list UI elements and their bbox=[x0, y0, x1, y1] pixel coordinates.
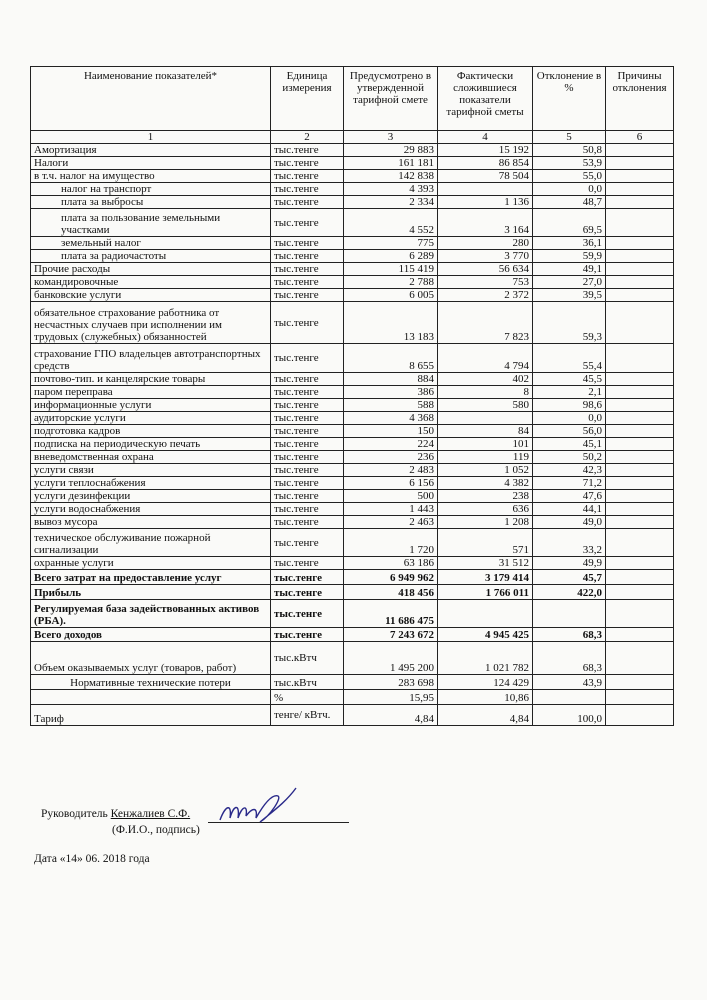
row-fact: 31 512 bbox=[438, 557, 533, 570]
table-row bbox=[31, 157, 674, 170]
row-name: Объем оказываемых услуг (товаров, работ) bbox=[31, 642, 271, 675]
row-plan: 1 443 bbox=[344, 503, 438, 516]
row-unit: тенге/ кВтч. bbox=[271, 705, 344, 726]
table-row bbox=[31, 438, 674, 451]
row-name: Всего доходов bbox=[31, 628, 271, 642]
row-plan: 142 838 bbox=[344, 170, 438, 183]
row-fact: 1 208 bbox=[438, 516, 533, 529]
table-row bbox=[31, 170, 674, 183]
row-fact: 238 bbox=[438, 490, 533, 503]
row-reason bbox=[606, 464, 674, 477]
row-reason bbox=[606, 412, 674, 425]
table-row bbox=[31, 464, 674, 477]
table-row bbox=[31, 386, 674, 399]
row-plan: 115 419 bbox=[344, 263, 438, 276]
signature-line bbox=[41, 808, 190, 820]
row-fact: 571 bbox=[438, 529, 533, 557]
row-name: плата за пользование земельными участками bbox=[31, 209, 271, 237]
row-name: Тариф bbox=[31, 705, 271, 726]
row-deviation: 45,1 bbox=[533, 438, 606, 451]
row-deviation: 98,6 bbox=[533, 399, 606, 412]
row-plan: 4,84 bbox=[344, 705, 438, 726]
row-fact: 2 372 bbox=[438, 289, 533, 302]
row-unit: тыс.тенге bbox=[271, 412, 344, 425]
row-reason bbox=[606, 642, 674, 675]
row-reason bbox=[606, 628, 674, 642]
col-number: 1 bbox=[31, 131, 271, 144]
header-name: Наименование показателей* bbox=[31, 67, 271, 131]
row-deviation: 48,7 bbox=[533, 196, 606, 209]
row-name: в т.ч. налог на имущество bbox=[31, 170, 271, 183]
row-deviation: 68,3 bbox=[533, 628, 606, 642]
table-row bbox=[31, 690, 674, 705]
row-reason bbox=[606, 425, 674, 438]
row-deviation: 45,5 bbox=[533, 373, 606, 386]
row-fact: 1 021 782 bbox=[438, 642, 533, 675]
table-row bbox=[31, 302, 674, 344]
row-deviation: 0,0 bbox=[533, 412, 606, 425]
row-fact: 15 192 bbox=[438, 144, 533, 157]
row-fact: 4 794 bbox=[438, 344, 533, 373]
row-plan: 6 005 bbox=[344, 289, 438, 302]
col-number: 3 bbox=[344, 131, 438, 144]
row-unit: тыс.тенге bbox=[271, 237, 344, 250]
row-fact: 8 bbox=[438, 386, 533, 399]
row-reason bbox=[606, 237, 674, 250]
row-plan: 4 368 bbox=[344, 412, 438, 425]
row-unit: тыс.тенге bbox=[271, 438, 344, 451]
row-deviation: 44,1 bbox=[533, 503, 606, 516]
table-row bbox=[31, 600, 674, 628]
row-fact: 56 634 bbox=[438, 263, 533, 276]
row-plan: 8 655 bbox=[344, 344, 438, 373]
table-row bbox=[31, 675, 674, 690]
row-name: подготовка кадров bbox=[31, 425, 271, 438]
row-reason bbox=[606, 529, 674, 557]
row-unit: % bbox=[271, 690, 344, 705]
row-name: Прочие расходы bbox=[31, 263, 271, 276]
row-deviation bbox=[533, 600, 606, 628]
row-name: Амортизация bbox=[31, 144, 271, 157]
row-fact: 636 bbox=[438, 503, 533, 516]
row-name: паром переправа bbox=[31, 386, 271, 399]
row-reason bbox=[606, 263, 674, 276]
header-plan: Предусмотрено в утвержденной тарифной смете bbox=[344, 67, 438, 131]
row-name: аудиторские услуги bbox=[31, 412, 271, 425]
row-reason bbox=[606, 386, 674, 399]
row-plan: 1 495 200 bbox=[344, 642, 438, 675]
row-plan: 418 456 bbox=[344, 585, 438, 600]
table-row bbox=[31, 557, 674, 570]
row-unit: тыс.кВтч bbox=[271, 675, 344, 690]
table-row bbox=[31, 263, 674, 276]
row-reason bbox=[606, 600, 674, 628]
row-fact: 1 766 011 bbox=[438, 585, 533, 600]
table-row bbox=[31, 196, 674, 209]
row-name: обязательное страхование работника от несчастных случаев при исполнении им трудовых (служебных) обязанностей bbox=[31, 302, 271, 344]
row-name: Нормативные технические потери bbox=[31, 675, 271, 690]
row-plan: 775 bbox=[344, 237, 438, 250]
table-row bbox=[31, 705, 674, 726]
row-reason bbox=[606, 276, 674, 289]
row-reason bbox=[606, 209, 674, 237]
col-number: 2 bbox=[271, 131, 344, 144]
table-row bbox=[31, 585, 674, 600]
row-unit: тыс.тенге bbox=[271, 490, 344, 503]
row-unit: тыс.тенге bbox=[271, 373, 344, 386]
table-row bbox=[31, 250, 674, 263]
row-fact: 3 179 414 bbox=[438, 570, 533, 585]
row-unit: тыс.тенге bbox=[271, 157, 344, 170]
table-row bbox=[31, 289, 674, 302]
col-number: 5 bbox=[533, 131, 606, 144]
row-fact: 84 bbox=[438, 425, 533, 438]
table-row bbox=[31, 451, 674, 464]
row-deviation: 50,8 bbox=[533, 144, 606, 157]
row-fact: 86 854 bbox=[438, 157, 533, 170]
row-name: плата за радиочастоты bbox=[31, 250, 271, 263]
row-unit: тыс.тенге bbox=[271, 503, 344, 516]
row-plan: 2 463 bbox=[344, 516, 438, 529]
row-unit: тыс.тенге bbox=[271, 170, 344, 183]
col-number: 6 bbox=[606, 131, 674, 144]
table-row bbox=[31, 412, 674, 425]
table-row bbox=[31, 490, 674, 503]
row-plan: 1 720 bbox=[344, 529, 438, 557]
table-row bbox=[31, 477, 674, 490]
row-plan: 11 686 475 bbox=[344, 600, 438, 628]
row-unit: тыс.тенге bbox=[271, 600, 344, 628]
row-name: услуги теплоснабжения bbox=[31, 477, 271, 490]
row-reason bbox=[606, 516, 674, 529]
row-plan: 29 883 bbox=[344, 144, 438, 157]
row-reason bbox=[606, 690, 674, 705]
row-plan: 13 183 bbox=[344, 302, 438, 344]
table-row bbox=[31, 516, 674, 529]
row-fact: 10,86 bbox=[438, 690, 533, 705]
row-unit: тыс.тенге bbox=[271, 196, 344, 209]
row-unit: тыс.тенге bbox=[271, 570, 344, 585]
header-reason: Причины отклонения bbox=[606, 67, 674, 131]
row-name: почтово-тип. и канцелярские товары bbox=[31, 373, 271, 386]
row-fact: 124 429 bbox=[438, 675, 533, 690]
row-plan: 161 181 bbox=[344, 157, 438, 170]
row-deviation: 42,3 bbox=[533, 464, 606, 477]
row-deviation: 49,9 bbox=[533, 557, 606, 570]
header-fact: Фактически сложившиеся показатели тарифной сметы bbox=[438, 67, 533, 131]
row-fact: 753 bbox=[438, 276, 533, 289]
row-plan: 6 156 bbox=[344, 477, 438, 490]
table-row bbox=[31, 503, 674, 516]
row-fact: 280 bbox=[438, 237, 533, 250]
row-name: Регулируемая база задействованных активов (РБА). bbox=[31, 600, 271, 628]
row-unit: тыс.тенге bbox=[271, 628, 344, 642]
row-reason bbox=[606, 250, 674, 263]
table-row bbox=[31, 209, 674, 237]
row-deviation: 0,0 bbox=[533, 183, 606, 196]
table-row bbox=[31, 276, 674, 289]
row-unit: тыс.тенге bbox=[271, 144, 344, 157]
row-unit: тыс.тенге bbox=[271, 263, 344, 276]
row-plan: 386 bbox=[344, 386, 438, 399]
row-reason bbox=[606, 399, 674, 412]
row-name: услуги дезинфекции bbox=[31, 490, 271, 503]
row-fact: 4 382 bbox=[438, 477, 533, 490]
row-deviation: 33,2 bbox=[533, 529, 606, 557]
row-unit: тыс.тенге bbox=[271, 477, 344, 490]
row-fact bbox=[438, 600, 533, 628]
table-row bbox=[31, 642, 674, 675]
row-reason bbox=[606, 451, 674, 464]
row-fact: 1 052 bbox=[438, 464, 533, 477]
row-name bbox=[31, 690, 271, 705]
row-fact: 7 823 bbox=[438, 302, 533, 344]
row-deviation: 55,0 bbox=[533, 170, 606, 183]
row-name: охранные услуги bbox=[31, 557, 271, 570]
row-name: услуги связи bbox=[31, 464, 271, 477]
row-name: техническое обслуживание пожарной сигнализации bbox=[31, 529, 271, 557]
row-fact: 3 164 bbox=[438, 209, 533, 237]
row-reason bbox=[606, 438, 674, 451]
row-name: плата за выбросы bbox=[31, 196, 271, 209]
row-plan: 7 243 672 bbox=[344, 628, 438, 642]
row-deviation: 422,0 bbox=[533, 585, 606, 600]
table-row bbox=[31, 399, 674, 412]
row-fact: 3 770 bbox=[438, 250, 533, 263]
row-deviation: 56,0 bbox=[533, 425, 606, 438]
row-reason bbox=[606, 477, 674, 490]
row-reason bbox=[606, 705, 674, 726]
row-deviation: 55,4 bbox=[533, 344, 606, 373]
row-deviation: 47,6 bbox=[533, 490, 606, 503]
row-unit: тыс.тенге bbox=[271, 250, 344, 263]
row-name: услуги водоснабжения bbox=[31, 503, 271, 516]
row-plan: 283 698 bbox=[344, 675, 438, 690]
row-fact: 402 bbox=[438, 373, 533, 386]
report-date: Дата «14» 06. 2018 года bbox=[34, 853, 150, 865]
row-name: командировочные bbox=[31, 276, 271, 289]
row-reason bbox=[606, 183, 674, 196]
row-name: подписка на периодическую печать bbox=[31, 438, 271, 451]
row-unit: тыс.тенге bbox=[271, 209, 344, 237]
table-row bbox=[31, 144, 674, 157]
row-fact bbox=[438, 183, 533, 196]
row-plan: 150 bbox=[344, 425, 438, 438]
row-name: земельный налог bbox=[31, 237, 271, 250]
row-fact: 4 945 425 bbox=[438, 628, 533, 642]
row-unit: тыс.тенге bbox=[271, 344, 344, 373]
row-deviation: 71,2 bbox=[533, 477, 606, 490]
row-fact: 119 bbox=[438, 451, 533, 464]
row-reason bbox=[606, 144, 674, 157]
row-plan: 224 bbox=[344, 438, 438, 451]
row-deviation: 68,3 bbox=[533, 642, 606, 675]
row-unit: тыс.тенге bbox=[271, 464, 344, 477]
row-name: Прибыль bbox=[31, 585, 271, 600]
table-row bbox=[31, 183, 674, 196]
row-name: Всего затрат на предоставление услуг bbox=[31, 570, 271, 585]
row-reason bbox=[606, 490, 674, 503]
table-row bbox=[31, 373, 674, 386]
row-deviation: 59,9 bbox=[533, 250, 606, 263]
row-deviation bbox=[533, 690, 606, 705]
row-unit: тыс.тенге bbox=[271, 302, 344, 344]
row-deviation: 49,0 bbox=[533, 516, 606, 529]
row-plan: 4 552 bbox=[344, 209, 438, 237]
row-plan: 15,95 bbox=[344, 690, 438, 705]
row-reason bbox=[606, 557, 674, 570]
head-label: Руководитель bbox=[41, 808, 108, 820]
row-plan: 2 483 bbox=[344, 464, 438, 477]
header-row bbox=[31, 67, 674, 131]
row-unit: тыс.тенге bbox=[271, 585, 344, 600]
row-deviation: 2,1 bbox=[533, 386, 606, 399]
signature-caption: (Ф.И.О., подпись) bbox=[112, 824, 200, 836]
row-plan: 2 788 bbox=[344, 276, 438, 289]
row-unit: тыс.тенге bbox=[271, 516, 344, 529]
table-row bbox=[31, 344, 674, 373]
row-reason bbox=[606, 373, 674, 386]
row-plan: 2 334 bbox=[344, 196, 438, 209]
row-plan: 6 289 bbox=[344, 250, 438, 263]
row-deviation: 43,9 bbox=[533, 675, 606, 690]
row-deviation: 69,5 bbox=[533, 209, 606, 237]
row-name: информационные услуги bbox=[31, 399, 271, 412]
row-deviation: 49,1 bbox=[533, 263, 606, 276]
row-reason bbox=[606, 585, 674, 600]
row-reason bbox=[606, 170, 674, 183]
row-plan: 588 bbox=[344, 399, 438, 412]
row-fact: 101 bbox=[438, 438, 533, 451]
row-plan: 236 bbox=[344, 451, 438, 464]
row-name: банковские услуги bbox=[31, 289, 271, 302]
row-reason bbox=[606, 157, 674, 170]
row-plan: 500 bbox=[344, 490, 438, 503]
handwritten-signature bbox=[212, 782, 302, 832]
row-unit: тыс.кВтч bbox=[271, 642, 344, 675]
row-fact: 78 504 bbox=[438, 170, 533, 183]
tariff-report-table bbox=[30, 66, 674, 726]
row-deviation: 39,5 bbox=[533, 289, 606, 302]
row-reason bbox=[606, 675, 674, 690]
header-unit: Единица измерения bbox=[271, 67, 344, 131]
row-deviation: 27,0 bbox=[533, 276, 606, 289]
table-row bbox=[31, 237, 674, 250]
row-deviation: 36,1 bbox=[533, 237, 606, 250]
row-deviation: 45,7 bbox=[533, 570, 606, 585]
row-plan: 884 bbox=[344, 373, 438, 386]
row-reason bbox=[606, 344, 674, 373]
head-name: Кенжалиев С.Ф. bbox=[110, 808, 191, 820]
row-unit: тыс.тенге bbox=[271, 451, 344, 464]
row-name: налог на транспорт bbox=[31, 183, 271, 196]
row-reason bbox=[606, 289, 674, 302]
row-unit: тыс.тенге bbox=[271, 183, 344, 196]
row-reason bbox=[606, 570, 674, 585]
row-unit: тыс.тенге bbox=[271, 529, 344, 557]
row-unit: тыс.тенге bbox=[271, 289, 344, 302]
row-fact bbox=[438, 412, 533, 425]
row-name: вывоз мусора bbox=[31, 516, 271, 529]
row-plan: 6 949 962 bbox=[344, 570, 438, 585]
row-unit: тыс.тенге bbox=[271, 276, 344, 289]
row-name: Налоги bbox=[31, 157, 271, 170]
row-fact: 580 bbox=[438, 399, 533, 412]
table-row bbox=[31, 628, 674, 642]
header-deviation: Отклонение в % bbox=[533, 67, 606, 131]
row-fact: 1 136 bbox=[438, 196, 533, 209]
row-unit: тыс.тенге bbox=[271, 557, 344, 570]
row-deviation: 53,9 bbox=[533, 157, 606, 170]
row-reason bbox=[606, 503, 674, 516]
row-deviation: 100,0 bbox=[533, 705, 606, 726]
col-number: 4 bbox=[438, 131, 533, 144]
row-name: вневедомственная охрана bbox=[31, 451, 271, 464]
row-reason bbox=[606, 196, 674, 209]
row-unit: тыс.тенге bbox=[271, 425, 344, 438]
row-fact: 4,84 bbox=[438, 705, 533, 726]
row-deviation: 59,3 bbox=[533, 302, 606, 344]
row-reason bbox=[606, 302, 674, 344]
table-row bbox=[31, 529, 674, 557]
row-unit: тыс.тенге bbox=[271, 399, 344, 412]
table-row bbox=[31, 570, 674, 585]
row-plan: 4 393 bbox=[344, 183, 438, 196]
row-deviation: 50,2 bbox=[533, 451, 606, 464]
row-unit: тыс.тенге bbox=[271, 386, 344, 399]
column-number-row bbox=[31, 131, 674, 144]
table-row bbox=[31, 425, 674, 438]
row-name: страхование ГПО владельцев автотранспортных средств bbox=[31, 344, 271, 373]
row-plan: 63 186 bbox=[344, 557, 438, 570]
